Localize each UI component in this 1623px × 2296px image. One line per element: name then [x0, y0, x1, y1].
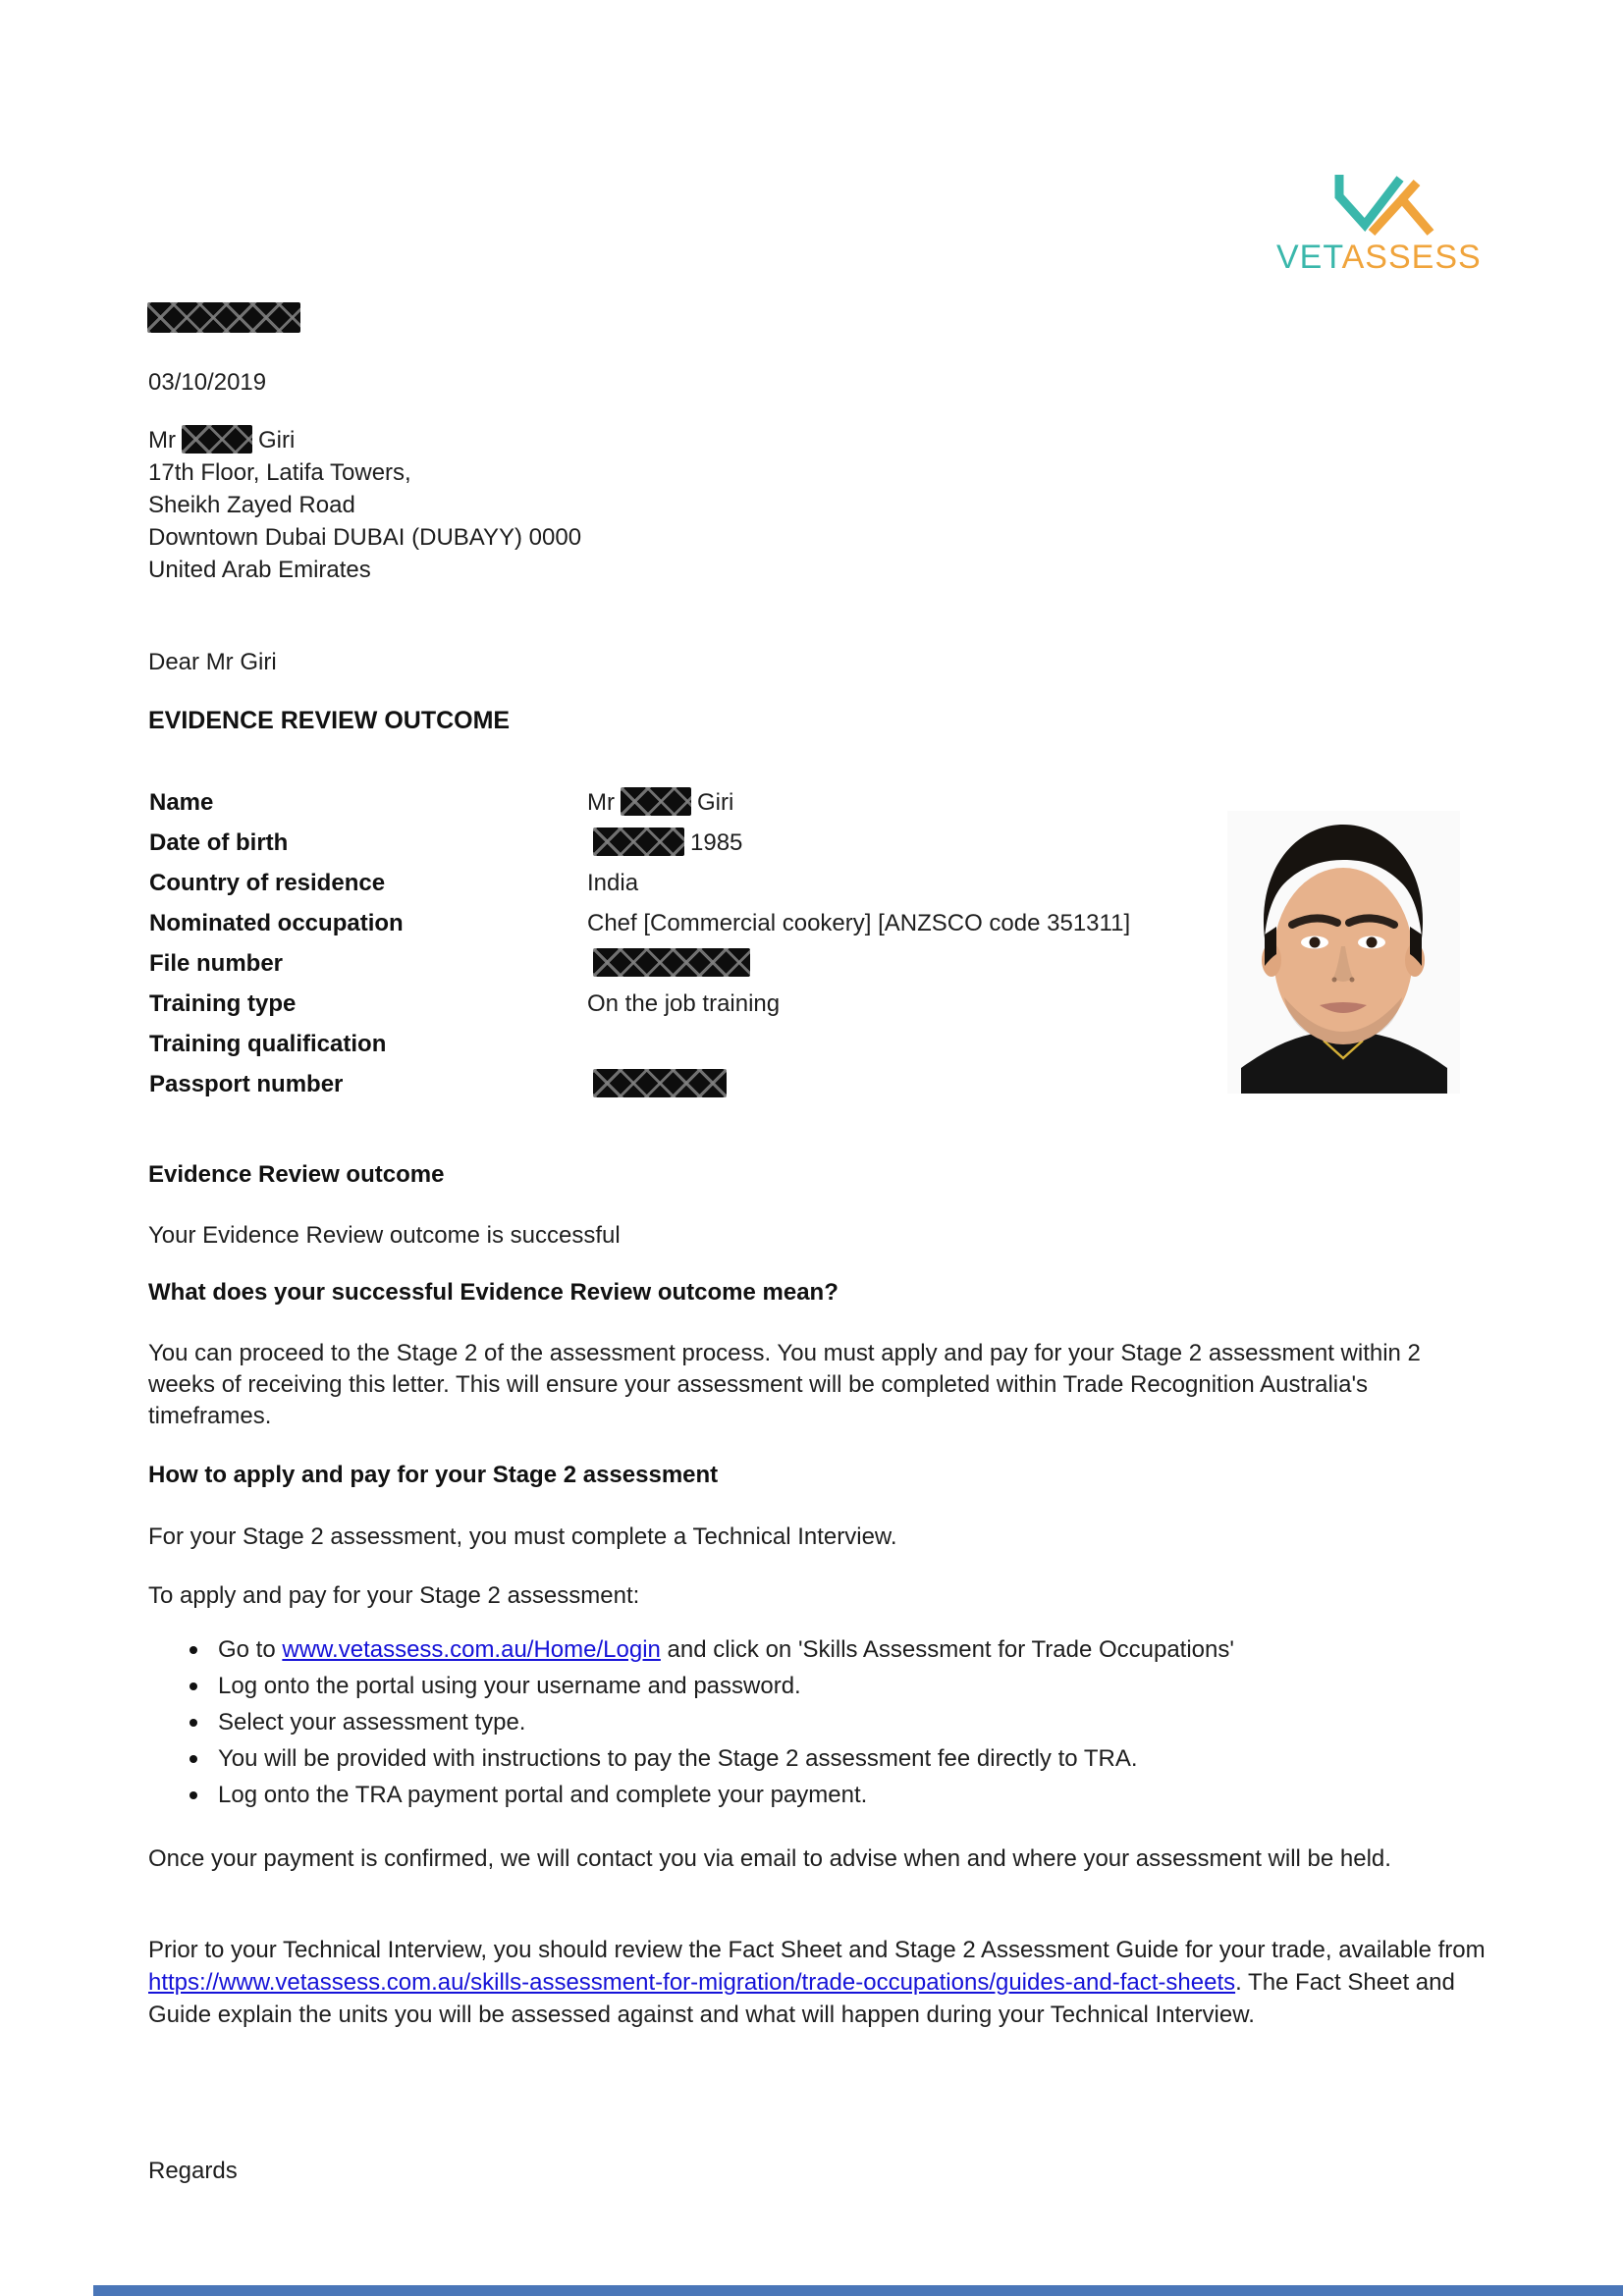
outcome-heading: Evidence Review outcome — [148, 1161, 445, 1188]
vetassess-logo-text — [1276, 239, 1482, 277]
details-label: Training qualification — [149, 1031, 387, 1057]
details-row — [149, 903, 1219, 943]
vetassess-logo-mark — [1331, 163, 1441, 238]
hyperlink[interactable]: https://www.vetassess.com.au/skills-assessment-for-migration/trade-occupations/guides-and-fact-sheets — [148, 1969, 1236, 1996]
details-row — [149, 782, 1219, 823]
redacted-first-name — [182, 425, 252, 454]
logo-text-vet: VET — [1276, 239, 1342, 276]
instruction-step — [148, 1777, 1503, 1813]
recipient-prefix: Mr — [148, 427, 176, 454]
text-segment: Select your assessment type. — [218, 1709, 526, 1735]
instruction-step — [148, 1704, 1503, 1740]
details-value — [587, 984, 780, 1024]
mean-paragraph: You can proceed to the Stage 2 of the assessment process. You must apply and pay for your Stage 2 assessment within 2 weeks of receiving this letter. This will ensure your assessment will be completed within Trade Recognition Australia's timeframes. — [148, 1340, 1421, 1429]
address-line: Downtown Dubai DUBAI (DUBAYY) 0000 — [148, 524, 582, 551]
redacted-text — [593, 948, 750, 977]
instruction-step — [148, 1740, 1503, 1777]
text-segment: Log onto the TRA payment portal and complete your payment. — [218, 1782, 868, 1808]
details-value-text: 1985 — [690, 829, 743, 856]
address-line: United Arab Emirates — [148, 557, 371, 583]
details-value — [587, 943, 756, 984]
apply-intro: To apply and pay for your Stage 2 assessment: — [148, 1582, 640, 1609]
details-row — [149, 943, 1219, 984]
address-line: Sheikh Zayed Road — [148, 492, 355, 518]
details-value-text: Giri — [696, 789, 734, 816]
greeting: Dear Mr Giri — [148, 649, 277, 675]
text-segment: Log onto the portal using your username and password. — [218, 1673, 801, 1699]
mean-heading: What does your successful Evidence Review outcome mean? — [148, 1279, 839, 1306]
details-row — [149, 984, 1219, 1024]
redacted-text — [593, 1069, 727, 1097]
hyperlink[interactable]: www.vetassess.com.au/Home/Login — [282, 1636, 661, 1663]
details-row — [149, 1064, 1219, 1104]
how-heading: How to apply and pay for your Stage 2 assessment — [148, 1462, 719, 1488]
details-label: Training type — [149, 990, 297, 1017]
logo-text-assess: ASSESS — [1341, 239, 1482, 276]
text-segment: and click on 'Skills Assessment for Trade Occupations' — [660, 1636, 1234, 1663]
letter-date: 03/10/2019 — [148, 369, 267, 396]
applicant-details-table — [149, 782, 1219, 1104]
details-label: File number — [149, 950, 284, 977]
instruction-step — [148, 1668, 1503, 1704]
details-value-text: India — [587, 870, 639, 896]
recipient-address — [148, 424, 581, 586]
details-label: Nominated occupation — [149, 910, 404, 936]
redacted-text — [621, 787, 691, 816]
details-value — [587, 863, 638, 903]
details-row — [149, 823, 1219, 863]
details-label: Passport number — [149, 1071, 344, 1097]
outcome-text: Your Evidence Review outcome is successful — [148, 1222, 621, 1249]
apply-steps-list — [148, 1631, 1503, 1813]
details-value — [587, 1064, 732, 1104]
details-value-text: Chef [Commercial cookery] [ANZSCO code 351311] — [587, 910, 1131, 936]
details-row — [149, 1024, 1219, 1064]
payment-paragraph: Once your payment is confirmed, we will contact you via email to advise when and where your assessment will be held. — [148, 1845, 1391, 1872]
how-intro: For your Stage 2 assessment, you must complete a Technical Interview. — [148, 1523, 897, 1550]
prior-paragraph — [148, 1934, 1491, 2031]
redacted-reference — [147, 302, 300, 333]
text-segment: Go to — [218, 1636, 283, 1663]
address-line: 17th Floor, Latifa Towers, — [148, 459, 411, 486]
instruction-step — [148, 1631, 1503, 1668]
details-value-text: On the job training — [587, 990, 781, 1017]
details-value — [587, 823, 742, 863]
details-row — [149, 863, 1219, 903]
text-segment: Prior to your Technical Interview, you should review the Fact Sheet and Stage 2 Assessment Guide for your trade, available from — [148, 1937, 1486, 1963]
text-segment: . The Fact Sheet and Guide explain the units you will be assessed against and what will happen during your Technical Interview. — [148, 1969, 1455, 2028]
applicant-photo — [1227, 811, 1460, 1094]
details-value-text: Mr — [587, 789, 615, 816]
closing: Regards — [148, 2158, 238, 2184]
details-label: Country of residence — [149, 870, 386, 896]
recipient-surname: Giri — [257, 427, 296, 454]
details-value — [587, 782, 733, 823]
details-label: Date of birth — [149, 829, 289, 856]
recipient-name-line — [148, 424, 581, 456]
details-value — [587, 903, 1130, 943]
page-title: EVIDENCE REVIEW OUTCOME — [148, 707, 511, 734]
redacted-text — [593, 828, 684, 856]
recipient-address-lines — [148, 456, 581, 586]
details-label: Name — [149, 789, 214, 816]
footer-bar — [93, 2285, 1623, 2296]
text-segment: You will be provided with instructions to pay the Stage 2 assessment fee directly to TRA. — [218, 1745, 1138, 1772]
